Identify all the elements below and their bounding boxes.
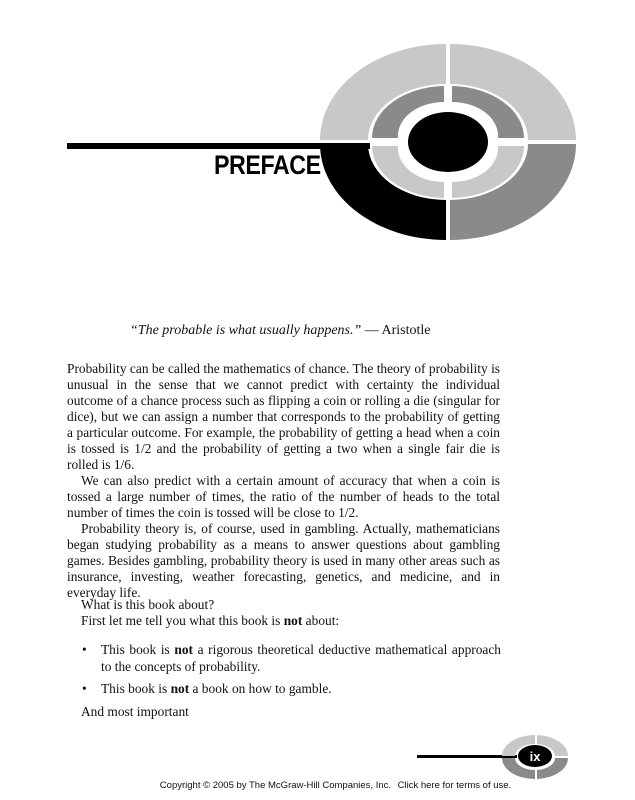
paragraph-3: Probability theory is, of course, used in gambling. Actually, mathematicians began studying probability as a means to answer questions about gambling games. Besides gambling, probability theory is used in many other areas such as insurance, investing, weather forecasting, genetics, and medicine, and in everyday life. <box>67 521 500 600</box>
terms-link[interactable]: Click here for terms of use. <box>397 780 512 791</box>
paragraph-4: What is this book about? <box>81 597 215 612</box>
bullet-1-prefix: This book is <box>101 642 175 657</box>
paragraph-1: Probability can be called the mathematics of chance. The theory of probability is unusual in the sense that we cannot predict with certainty the individual outcome of a chance process such as flipping a coin or rolling a die (singular for dice), but we can assign a number that corresponds to the probability of getting a particular outcome. For example, the probability of getting a head when a coin is tossed is 1/2 and the probability of getting a two when a single fair die is rolled is 1/6. <box>67 361 500 472</box>
bullet-2-suffix: a book on how to gamble. <box>189 681 332 696</box>
copyright-line <box>0 780 635 791</box>
page-number: ix <box>529 749 541 764</box>
emblem-center <box>408 112 488 172</box>
bullet-2-prefix: This book is <box>101 681 171 696</box>
bullet-2-bold: not <box>170 681 190 696</box>
epigraph <box>130 323 431 339</box>
paragraph-6: And most important <box>81 704 189 719</box>
bullet-1-bold: not <box>174 642 193 657</box>
bullet-marker: • <box>82 642 87 657</box>
paragraph-2: We can also predict with a certain amount of accuracy that when a coin is tossed a large number of times, the ratio of the number of heads to the total number of times the coin is tossed will be close to 1/2. <box>67 473 500 520</box>
chapter-emblem <box>300 40 600 240</box>
paragraph-5-prefix: First let me tell you what this book is <box>81 613 284 628</box>
page-number-emblem <box>500 733 570 779</box>
epigraph-quote: “The probable is what usually happens.” <box>130 323 362 338</box>
copyright-text: Copyright © 2005 by The McGraw-Hill Companies, Inc. <box>159 780 392 791</box>
epigraph-attribution: — Aristotle <box>361 323 431 338</box>
bullet-1-suffix: a rigorous theoretical deductive mathematical approach to the concepts of probability. <box>101 642 502 674</box>
bullet-text-2 <box>101 680 501 697</box>
paragraph-5-bold: not <box>283 613 303 628</box>
bullet-marker: • <box>82 681 87 696</box>
paragraph-5-suffix: about: <box>302 613 340 628</box>
chapter-title: PREFACE <box>214 150 321 180</box>
paragraph-5 <box>67 613 500 629</box>
bullet-text-1 <box>101 641 501 675</box>
